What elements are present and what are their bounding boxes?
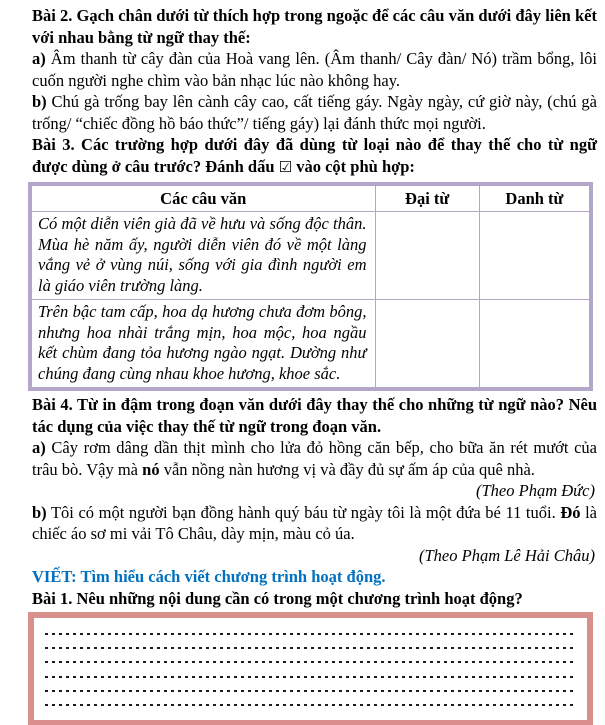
exercise3-heading-text-1: Bài 3. Các trường hợp dưới đây đã dùng từ loại nào để thay thế cho từ ngữ được dùng ở câu trước? Đánh dấu [32, 135, 597, 176]
table-row [30, 212, 591, 300]
item-a-label: a) [32, 49, 46, 68]
viet-section-heading: VIẾT: Tìm hiểu cách viết chương trình hoạt động. [32, 567, 386, 586]
answer-cell-dai-tu-2[interactable] [375, 300, 479, 390]
attribution-pham-duc: (Theo Phạm Đức) [476, 481, 595, 500]
dotted-writing-line [45, 633, 576, 635]
item-b-text-2: là chiếc áo sơ mi vải Tô Châu, dày mịn, màu cỏ úa. [32, 502, 597, 543]
item-b-label: b) [32, 502, 47, 522]
exercise3-heading [32, 134, 597, 178]
exercise4-item-a [32, 437, 597, 480]
exercise4-heading: Bài 4. Từ in đậm trong đoạn văn dưới đây thay thế cho những từ ngữ nào? Nêu tác dụng của việc thay thế từ ngữ trong đoạn văn. [32, 395, 597, 436]
sentence-cell-2: Trên bậc tam cấp, hoa dạ hương chưa đơm bông, nhưng hoa nhài trắng mịn, hoa mộc, hoa ngầu kết chùm đang tỏa hương ngào ngạt. Dường như chúng đang cùng nhau khoe hương, khoe sắc. [30, 300, 375, 390]
sentence-cell-1: Có một diễn viên già đã về hưu và sống độc thân. Mùa hè năm ấy, người diễn viên đó về một làng vắng vẻ ở vùng núi, sống với gia đình người em là giáo viên trường làng. [30, 212, 375, 300]
answer-cell-danh-tu-2[interactable] [479, 300, 591, 390]
dotted-writing-line [45, 676, 576, 678]
exercise2-item-b [32, 91, 597, 134]
answer-cell-dai-tu-1[interactable] [375, 212, 479, 300]
item-b-bold-word: Đó [560, 502, 581, 522]
item-a-bold-word: nó [142, 459, 160, 479]
column-header-sentences: Các câu văn [30, 184, 375, 212]
answer-cell-danh-tu-1[interactable] [479, 212, 591, 300]
dotted-writing-line [45, 661, 576, 663]
exercise4-item-b [32, 502, 597, 545]
item-a-text: Âm thanh từ cây đàn của Hoà vang lên. (Âm thanh/ Cây đàn/ Nó) trầm bổng, lôi cuốn người nghe chìm vào bản nhạc lúc nào không hay. [32, 49, 597, 90]
item-b-label: b) [32, 92, 47, 111]
item-a-label: a) [32, 438, 46, 457]
column-header-danh-tu: Danh từ [479, 184, 591, 212]
item-b-text-1: Tôi có một người bạn đồng hành quý báu từ ngày tôi là một đứa bé 11 tuổi. [46, 502, 561, 522]
word-type-table [28, 182, 593, 391]
column-header-dai-tu: Đại từ [375, 184, 479, 212]
dotted-writing-line [45, 647, 576, 649]
item-b-text: Chú gà trống bay lên cành cây cao, cất tiếng gáy. Ngày ngày, cứ giờ này, (chú gà trống/ “chiếc đồng hồ báo thức”/ tiếng gáy) lại đánh thức mọi người. [32, 92, 597, 133]
dotted-writing-line [45, 690, 576, 692]
writing-exercise1-heading: Bài 1. Nêu những nội dung cần có trong một chương trình hoạt động? [32, 588, 523, 608]
item-a-text-1: Cây rơm dâng dần thịt mình cho lửa đỏ hồng căn bếp, cho bữa ăn rét mướt của trâu bò. Vậy mà [32, 438, 597, 479]
attribution-pham-le-hai-chau: (Theo Phạm Lê Hải Châu) [419, 545, 595, 565]
exercise3-heading-text-2: vào cột phù hợp: [292, 156, 415, 176]
dotted-writing-line [45, 704, 576, 706]
table-header-row [30, 184, 591, 212]
writing-answer-box[interactable] [28, 612, 593, 725]
exercise2-item-a [32, 48, 597, 91]
item-a-text-2: vẫn nồng nàn hương vị và đầy đủ sự ấm áp của quê nhà. [159, 459, 535, 479]
exercise2-heading: Bài 2. Gạch chân dưới từ thích hợp trong ngoặc để các câu văn dưới đây liên kết với nhau bằng từ ngữ thay thế: [32, 6, 597, 47]
checked-checkbox-icon: ☑ [278, 157, 293, 176]
table-row [30, 300, 591, 390]
